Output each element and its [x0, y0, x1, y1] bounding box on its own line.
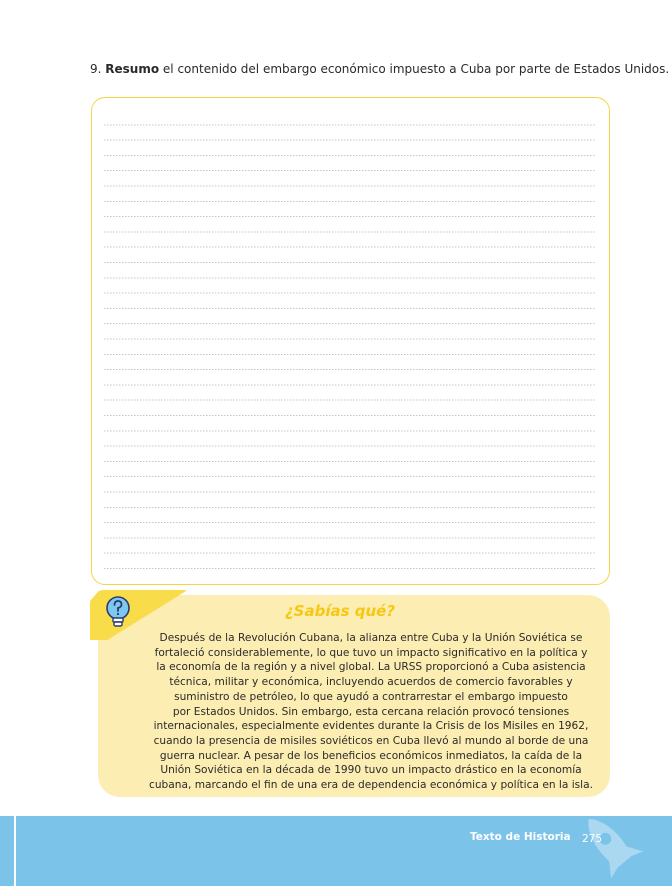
- body-line: internacionales, especialmente evidentes durante la Crisis de los Misiles en 1962,: [153, 720, 589, 733]
- body-line: guerra nuclear. A pesar de los beneficios económicos inmediatos, la caída de la: [159, 749, 583, 762]
- question-9: [90, 61, 670, 77]
- footer-divider: [14, 816, 16, 886]
- body-line: cubana, marcando el fin de una era de dependencia económica y política en la isla.: [149, 779, 593, 792]
- body-line: suministro de petróleo, lo que ayudó a contrarrestar el embargo impuesto: [174, 690, 568, 703]
- sabias-que-body: [136, 631, 606, 793]
- body-line: cuando la presencia de misiles soviéticos en Cuba llevó al mundo al borde de una: [153, 734, 589, 747]
- page-number: 275: [582, 833, 603, 845]
- body-line: Después de la Revolución Cubana, la alianza entre Cuba y la Unión Soviética se: [159, 632, 583, 644]
- answer-writing-lines[interactable]: [104, 110, 596, 580]
- lightbulb-question-icon: [104, 595, 132, 629]
- question-verb: Resumo: [105, 62, 160, 76]
- question-number: 9.: [90, 62, 102, 76]
- rocket-icon: [568, 808, 658, 886]
- body-line: Unión Soviética en la década de 1990 tuvo un impacto drástico en la economía: [160, 764, 582, 777]
- footer-book-title: Texto de Historia: [470, 831, 571, 843]
- body-line: por Estados Unidos. Sin embargo, esta cercana relación provocó tensiones: [172, 705, 570, 718]
- sabias-que-title: ¿Sabías qué?: [284, 602, 396, 620]
- question-text: el contenido del embargo económico impuesto a Cuba por parte de Estados Unidos.: [162, 62, 670, 76]
- body-line: fortaleció considerablemente, lo que tuvo un impacto significativo en la política y: [154, 646, 588, 659]
- body-line: técnica, militar y económica, incluyendo acuerdos de comercio favorables y: [169, 676, 573, 689]
- body-line: la economía de la región y a nivel global. La URSS proporcionó a Cuba asistencia: [156, 661, 586, 674]
